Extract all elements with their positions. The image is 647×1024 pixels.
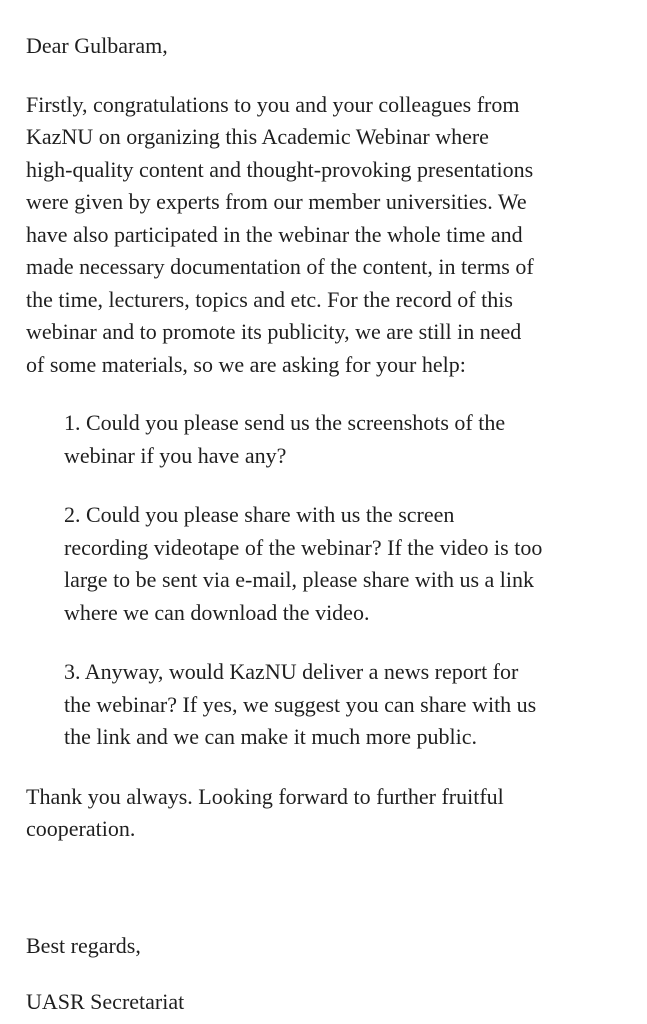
greeting: Dear Gulbaram,	[26, 33, 168, 58]
intro-paragraph: Firstly, congratulations to you and your colleagues from KazNU on organizing this Academic Webinar where high-quality content and thought-provoking presentations were given by experts from our member universities. We have also participated in the webinar the whole time and made necessary documentation of the content, in terms of the time, lecturers, topics and etc. For the record of this webinar and to promote its publicity, we are still in need of some materials, so we are asking for your help:	[26, 91, 534, 377]
signature: UASR Secretariat	[26, 989, 185, 1014]
thanks-paragraph: Thank you always. Looking forward to further fruitful cooperation.	[26, 783, 504, 841]
request-item-3: 3. Anyway, would KazNU deliver a news report for the webinar? If yes, we suggest you can share with us the link and we can make it much more public.	[64, 659, 537, 749]
request-list	[26, 407, 623, 754]
request-item-1: 1. Could you please send us the screenshots of the webinar if you have any?	[64, 410, 506, 468]
request-item-2: 2. Could you please share with us the screen recording videotape of the webinar? If the video is too large to be sent via e-mail, please share with us a link where we can download the video.	[64, 502, 543, 625]
closing: Best regards,	[26, 932, 141, 958]
